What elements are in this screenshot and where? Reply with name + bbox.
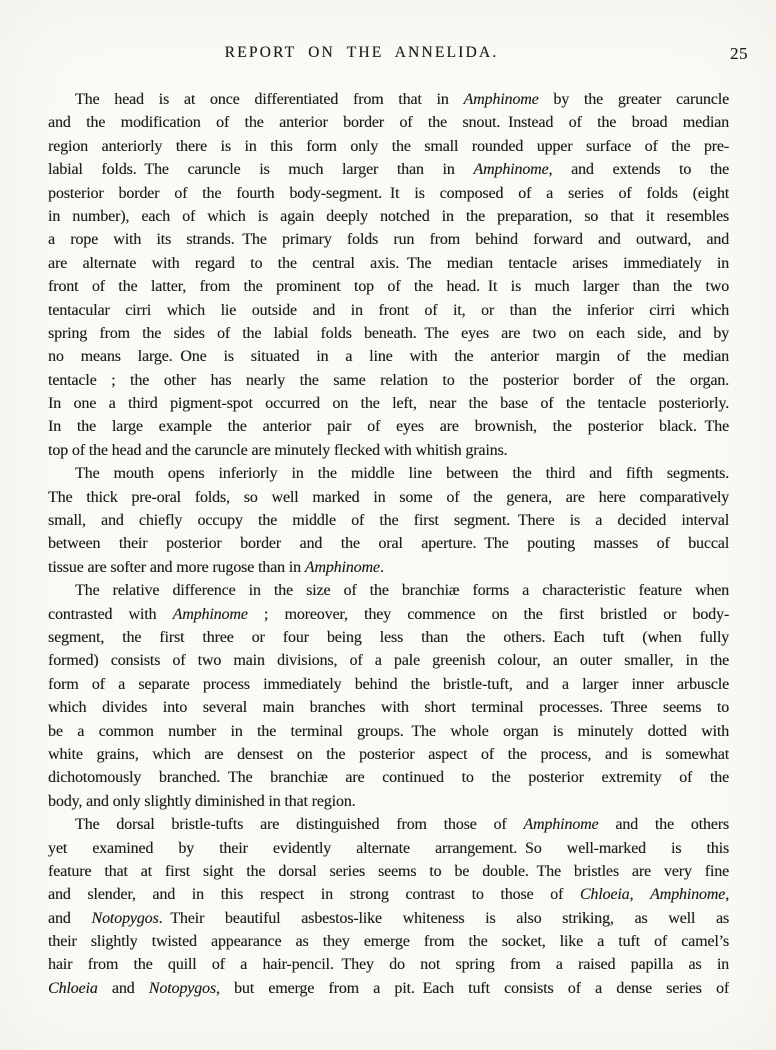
text-segment: The thick pre-oral folds, so well marked in some of the genera, are here comparatively	[48, 488, 729, 506]
text-block	[48, 88, 729, 1000]
text-line	[48, 182, 729, 205]
text-segment: tentacle ; the other has nearly the same relation to the posterior border of the organ.	[48, 371, 729, 389]
text-segment: hair from the quill of a hair-pencil. They do not spring from a raised papilla as in	[48, 956, 729, 974]
text-segment: The mouth opens inferiorly in the middle line between the third and fifth segments.	[75, 465, 729, 483]
text-segment: a rope with its strands. The primary folds run from behind forward and outward, and	[48, 231, 729, 249]
genus-name-italic: Amphinome	[304, 558, 380, 576]
text-line	[48, 228, 729, 251]
text-segment: are alternate with regard to the central axis. The median tentacle arises immediately in	[48, 254, 729, 272]
text-segment: .	[379, 558, 384, 576]
genus-name-italic: Amphinome	[523, 816, 599, 834]
text-segment: In one a third pigment-spot occurred on the left, near the base of the tentacle posteriorly.	[48, 395, 729, 413]
text-segment: ; moreover, they commence on the first bristled or body-	[247, 605, 729, 623]
text-segment: The relative difference in the size of the branchiæ forms a characteristic feature when	[75, 582, 729, 600]
text-segment: white grains, which are densest on the posterior aspect of the process, and is somewhat	[48, 745, 729, 763]
text-line	[48, 743, 729, 766]
text-segment: and the others	[598, 816, 729, 834]
text-segment: labial folds. The caruncle is much larger than in	[48, 161, 474, 179]
text-line	[48, 696, 729, 719]
text-segment: contrasted with	[48, 605, 173, 623]
text-segment: posterior border of the fourth body-segment. It is composed of a series of folds (eight	[48, 184, 729, 202]
page-number: 25	[730, 44, 748, 63]
text-segment: between their posterior border and the oral aperture. The pouting masses of buccal	[48, 535, 729, 553]
text-line	[48, 813, 729, 836]
text-segment: top of the head and the caruncle are minutely flecked with whitish grains.	[48, 441, 508, 459]
text-line	[48, 977, 729, 1000]
text-segment: , but emerge from a pit. Each tuft consists of a dense series of	[215, 979, 729, 997]
text-line	[48, 509, 729, 532]
text-segment: , and extends to the	[548, 161, 729, 179]
text-line	[48, 766, 729, 789]
genus-name-italic: Amphinome	[463, 91, 539, 108]
text-segment: . Their beautiful asbestos-like whiteness is also striking, as well as	[158, 909, 729, 927]
text-segment: and	[97, 979, 149, 997]
text-line	[48, 907, 729, 930]
text-segment: tentacular cirri which lie outside and in front of it, or than the inferior cirri which	[48, 301, 729, 319]
text-line	[48, 369, 729, 392]
text-line	[48, 673, 729, 696]
text-line	[48, 720, 729, 743]
text-line	[48, 486, 729, 509]
text-line	[48, 275, 729, 298]
text-segment: body, and only slightly diminished in that region.	[48, 792, 356, 810]
genus-name-italic: Amphinome	[650, 886, 726, 904]
text-segment: their slightly twisted appearance as they emerge from the socket, like a tuft of camel’s	[48, 933, 729, 951]
genus-name-italic: Chloeia	[48, 979, 98, 997]
genus-name-italic: Notopygos	[148, 979, 216, 997]
text-segment: small, and chiefly occupy the middle of the first segment. There is a decided interval	[48, 512, 729, 530]
text-line	[48, 252, 729, 275]
text-segment: and	[48, 909, 92, 927]
text-line	[48, 345, 729, 368]
text-segment: form of a separate process immediately behind the bristle-tuft, and a larger inner arbuscle	[48, 675, 729, 693]
text-line	[48, 88, 729, 111]
genus-name-italic: Amphinome	[473, 161, 549, 179]
text-line	[48, 837, 729, 860]
text-segment: spring from the sides of the labial folds beneath. The eyes are two on each side, and by	[48, 324, 729, 342]
text-line	[48, 953, 729, 976]
genus-name-italic: Notopygos	[91, 909, 159, 927]
text-segment: ,	[725, 886, 729, 904]
text-line	[48, 135, 729, 158]
text-line	[48, 883, 729, 906]
text-segment: feature that at first sight the dorsal series seems to be double. The bristles are very fine	[48, 862, 729, 880]
text-segment: formed) consists of two main divisions, of a pale greenish colour, an outer smaller, in the	[48, 652, 729, 670]
text-line	[48, 439, 729, 462]
genus-name-italic: Amphinome	[172, 605, 248, 623]
genus-name-italic: Chloeia	[579, 886, 630, 904]
text-line	[48, 626, 729, 649]
text-segment: front of the latter, from the prominent top of the head. It is much larger than the two	[48, 278, 729, 296]
text-line	[48, 556, 729, 579]
text-line	[48, 205, 729, 228]
text-segment: dichotomously branched. The branchiæ are continued to the posterior extremity of the	[48, 769, 729, 787]
text-segment: In the large example the anterior pair of eyes are brownish, the posterior black. The	[48, 418, 729, 436]
text-segment: The head is at once differentiated from that in	[75, 91, 464, 108]
running-title: REPORT ON THE ANNELIDA.	[224, 44, 499, 61]
text-line	[48, 462, 729, 485]
text-segment: and slender, and in this respect in strong contrast to those of	[48, 886, 580, 904]
text-segment: and the modification of the anterior border of the snout. Instead of the broad median	[48, 114, 729, 132]
text-segment: no means large. One is situated in a line with the anterior margin of the median	[48, 348, 729, 366]
text-line	[48, 603, 729, 626]
text-segment: which divides into several main branches with short terminal processes. Three seems to	[48, 699, 729, 717]
text-line	[48, 158, 729, 181]
text-segment: segment, the first three or four being less than the others. Each tuft (when fully	[48, 628, 729, 646]
text-segment: tissue are softer and more rugose than in	[48, 558, 305, 576]
text-line	[48, 930, 729, 953]
text-line	[48, 111, 729, 134]
text-segment: The dorsal bristle-tufts are distinguished from those of	[75, 816, 524, 834]
text-line	[48, 579, 729, 602]
text-segment: ,	[629, 886, 651, 904]
text-line	[48, 860, 729, 883]
text-line	[48, 415, 729, 438]
text-segment: yet examined by their evidently alternate arrangement. So well-marked is this	[48, 839, 729, 857]
text-segment: region anteriorly there is in this form only the small rounded upper surface of the pre-	[48, 137, 729, 155]
text-line	[48, 392, 729, 415]
text-segment: be a common number in the terminal groups. The whole organ is minutely dotted with	[48, 722, 729, 740]
text-line	[48, 790, 729, 813]
text-line	[48, 532, 729, 555]
text-line	[48, 649, 729, 672]
text-line	[48, 322, 729, 345]
text-line	[48, 299, 729, 322]
text-segment: by the greater caruncle	[538, 91, 729, 108]
text-segment: in number), each of which is again deeply notched in the preparation, so that it resembles	[48, 207, 729, 225]
